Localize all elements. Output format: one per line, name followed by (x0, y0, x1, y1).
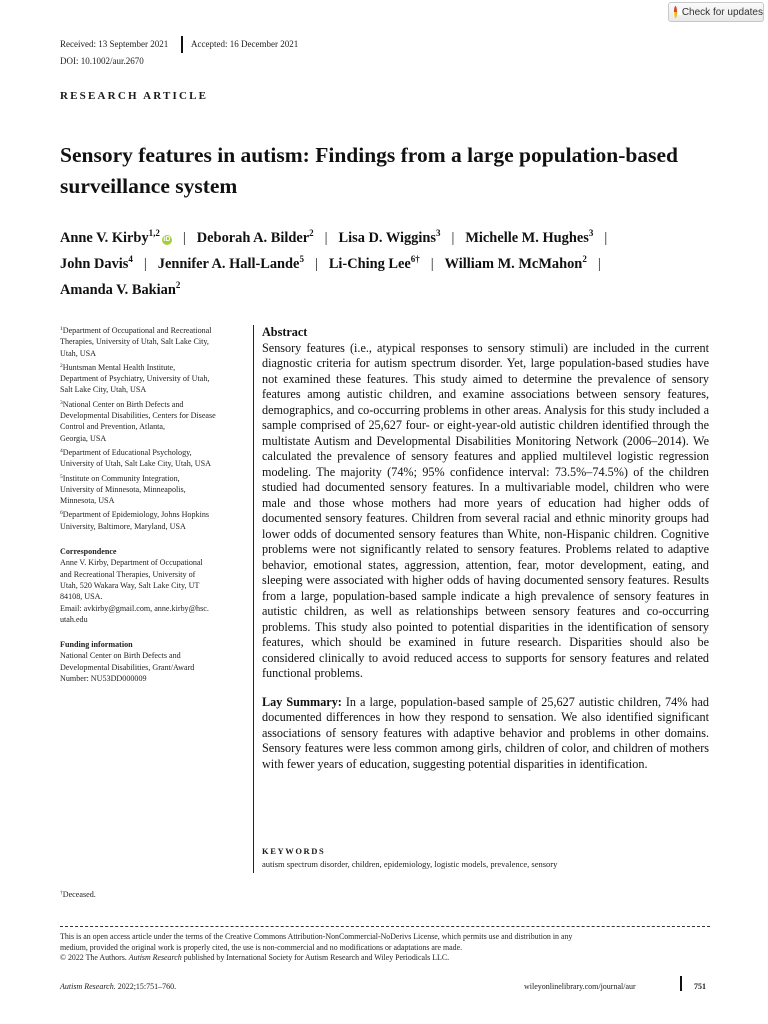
footer-divider (680, 976, 682, 991)
copyright-text: © 2022 The Authors. (60, 953, 127, 962)
author-name[interactable]: John Davis (60, 256, 129, 272)
affiliation-line: University of Utah, Salt Lake City, Utah, USA (60, 459, 211, 469)
author-separator: | (597, 256, 601, 272)
received-date: Received: 13 September 2021 (60, 39, 169, 49)
page-number: 751 (694, 982, 706, 991)
author-affiliation-sup: 4 (128, 254, 133, 264)
author-separator: | (182, 230, 186, 246)
volume-pages: 2022;15:751–760. (117, 982, 177, 991)
author-affiliation-sup: 2 (582, 254, 587, 264)
affiliation-number: 2 (60, 362, 63, 369)
author-separator: | (430, 256, 434, 272)
lay-summary-text: In a large, population-based sample of 25,627 autistic children, 74% had documented differences in how they respond to sensation. We also identified significant associations of sensory features with adaptive behavior and problems in other domains. Sensory features were less common among girls, children of color, and children of mothers with fewer years of education, suggesting potential disparities in identification. (262, 694, 709, 771)
affiliation-line: Salt Lake City, Utah, USA (60, 385, 147, 395)
funding-line: Developmental Disabilities, Grant/Award (60, 662, 195, 672)
affiliation-number: 3 (60, 399, 63, 406)
author-affiliation-sup: 2 (175, 280, 181, 290)
funding-line: National Center on Birth Defects and (60, 651, 181, 661)
affiliation-number: 1 (60, 326, 63, 332)
author-affiliation-sup: 3 (435, 228, 441, 238)
check-for-updates-button[interactable] (668, 2, 764, 22)
check-for-updates-label: Check for updates (681, 6, 763, 18)
author-affiliation-sup: 5 (299, 254, 304, 264)
affiliation-item (60, 325, 245, 359)
journal-name: Autism Research. (60, 982, 116, 991)
correspondence-email[interactable]: utah.edu (60, 614, 88, 624)
license-notice (60, 932, 710, 964)
affiliation-line: Developmental Disabilities, Centers for Disease (60, 411, 216, 421)
affiliation-item (60, 399, 245, 444)
deceased-footnote (60, 890, 96, 899)
funding-block (60, 639, 245, 684)
license-divider (60, 926, 710, 927)
funding-heading: Funding information (60, 640, 133, 650)
journal-citation (60, 982, 176, 991)
funding-line: Number: NU53DD000009 (60, 674, 147, 684)
author-name[interactable]: William M. McMahon (444, 256, 583, 272)
author-separator: | (451, 230, 455, 246)
title-line-2: surveillance system (60, 174, 238, 198)
article-title (60, 140, 720, 202)
author-affiliation-sup: 2 (309, 228, 314, 238)
author-separator: | (324, 230, 328, 246)
correspondence-email[interactable]: Email: avkirby@gmail.com, anne.kirby@hsc. (60, 603, 209, 613)
crossmark-icon (674, 6, 677, 18)
correspondence-line: 84108, USA. (60, 592, 103, 602)
affiliation-line: Huntsman Mental Health Institute, (62, 362, 176, 372)
abstract-section (262, 325, 709, 772)
orcid-icon[interactable]: iD (163, 236, 171, 243)
affiliation-line: National Center on Birth Defects and (62, 399, 184, 409)
author-name[interactable]: Lisa D. Wiggins (338, 230, 436, 246)
author-name[interactable]: Deborah A. Bilder (196, 230, 310, 246)
author-separator: | (143, 256, 147, 272)
author-affiliation-sup: 1,2 (148, 228, 160, 238)
affiliation-item (60, 509, 245, 532)
copyright-journal: Autism Research (128, 953, 182, 962)
accepted-date: Accepted: 16 December 2021 (191, 39, 299, 49)
author-name[interactable]: Li-Ching Lee (328, 256, 411, 272)
doi-link[interactable]: DOI: 10.1002/aur.2670 (60, 56, 144, 66)
author-separator: | (604, 230, 608, 246)
author-name[interactable]: Jennifer A. Hall-Lande (157, 256, 300, 272)
affiliation-line: Minnesota, USA (60, 496, 115, 506)
affiliation-line: Department of Educational Psychology, (62, 447, 192, 457)
abstract-paragraph (262, 325, 709, 682)
affiliation-line: Therapies, University of Utah, Salt Lake City, (60, 337, 209, 347)
affiliation-item (60, 473, 245, 507)
author-affiliation-sup: 6† (410, 254, 420, 264)
article-type-label: RESEARCH ARTICLE (60, 90, 209, 102)
license-line: medium, provided the original work is properly cited, the use is non-commercial and no modifications or adaptations are made. (60, 942, 463, 952)
footnote-text: Deceased. (62, 890, 96, 899)
author-name[interactable]: Anne V. Kirby (60, 230, 149, 246)
affiliation-item (60, 447, 245, 470)
abstract-text: Sensory features (i.e., atypical responses to sensory stimuli) are included in the current diagnostic criteria for autism spectrum disorder. Yet, large population-based studies have not examined these features. This study aimed to determine the prevalence of sensory features among autistic children, and examine associations between sensory features, demographics, and co-occurring problems in other areas. Analysis for this study included a sample comprised of 25,627 four- or eight-year-old autistic children identified through the multistate Autism and Developmental Disabilities Monitoring Network (2006–2014). We calculated the prevalence of sensory features and applied multilevel logistic regression modeling. The majority (74%; 95% confidence interval: 73.5%–74.5%) of the children studied had documented sensory features. In a multivariable model, children who were male and those whose mothers had more years of education had higher odds of documented sensory features. Children from several racial and ethnic minority groups had lower odds of documented sensory features than White, non-Hispanic children. Cognitive problems were not significantly related to sensory features. Problems related to adaptive behavior, emotional states, aggression, attention, fear, motor development, eating, and sleeping were associated with higher odds of having documented sensory features. Results from a large, population-based sample indicate a high prevalence of sensory features in autistic children, as well as relationships between sensory features and co-occurring problems. This study also pointed to potential disparities in the identification of sensory features, which should be examined in future research. Disparities should also be considered clinically to avoid reduced access to supports for sensory features and related functional problems. (262, 340, 709, 680)
lay-summary-paragraph (262, 695, 709, 773)
keywords-list: autism spectrum disorder, children, epidemiology, logistic models, prevalence, sensory (262, 859, 558, 869)
copyright-publisher: published by International Society for Autism Research and Wiley Periodicals LLC. (183, 953, 450, 962)
affiliation-line: Utah, USA (60, 348, 96, 358)
footnote-mark: † (60, 890, 63, 896)
affiliation-number: 6 (60, 510, 63, 517)
correspondence-line: Anne V. Kirby, Department of Occupational (60, 558, 203, 568)
correspondence-heading: Correspondence (60, 547, 117, 557)
author-list (60, 225, 750, 303)
affiliation-line: University of Minnesota, Minneapolis, (60, 484, 186, 494)
affiliation-line: Department of Occupational and Recreational (62, 326, 212, 335)
journal-url[interactable]: wileyonlinelibrary.com/journal/aur (524, 982, 636, 991)
correspondence-line: and Recreational Therapies, University of (60, 569, 196, 579)
header-divider (181, 36, 183, 53)
affiliation-line: Department of Epidemiology, Johns Hopkins (62, 510, 210, 520)
correspondence-line: Utah, 520 Wakara Way, Salt Lake City, UT (60, 580, 200, 590)
affiliation-line: Department of Psychiatry, University of Utah, (60, 374, 210, 384)
author-name[interactable]: Amanda V. Bakian (60, 282, 176, 298)
affiliation-item (60, 362, 245, 396)
author-separator: | (314, 256, 318, 272)
title-line-1: Sensory features in autism: Findings from a large population-based (60, 143, 678, 167)
column-divider (253, 325, 254, 873)
affiliations-column (60, 325, 245, 687)
author-affiliation-sup: 3 (588, 228, 594, 238)
affiliation-line: Institute on Community Integration, (62, 473, 180, 483)
correspondence-block (60, 546, 245, 625)
keywords-heading: KEYWORDS (262, 846, 326, 856)
affiliation-line: Georgia, USA (60, 433, 107, 443)
affiliation-line: Control and Prevention, Atlanta, (60, 422, 165, 432)
abstract-heading: Abstract (262, 325, 308, 339)
license-line: This is an open access article under the terms of the Creative Commons Attribution-NonCommercial-NoDerivs License, which permits use and distribution in any (60, 932, 573, 941)
affiliation-number: 4 (60, 447, 63, 454)
author-name[interactable]: Michelle M. Hughes (465, 230, 589, 246)
affiliation-number: 5 (60, 473, 63, 480)
affiliation-line: University, Baltimore, Maryland, USA (60, 521, 186, 531)
lay-summary-heading: Lay Summary: (262, 694, 342, 709)
